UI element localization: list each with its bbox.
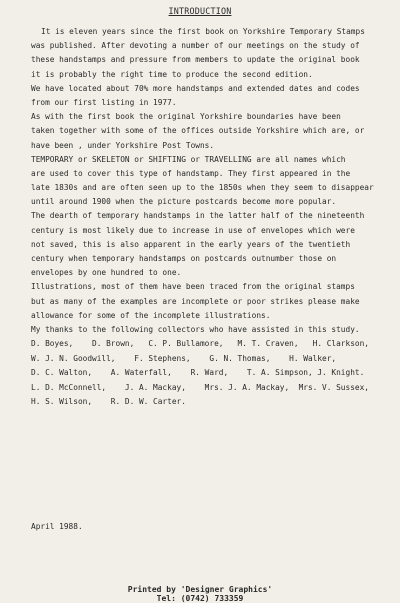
- collector-row: W. J. N. Goodwill, F. Stephens, G. N. Thomas, H. Walker,: [31, 353, 337, 363]
- text-line: are used to cover this type of handstamp. They first appeared in the: [31, 168, 351, 178]
- page-title: INTRODUCTION: [168, 6, 232, 16]
- text-line: allowance for some of the incomplete illustrations.: [31, 310, 271, 320]
- text-line: was published. After devoting a number of our meetings on the study of: [31, 41, 360, 51]
- introduction-body: [31, 25, 393, 410]
- text-line: from our first listing in 1977.: [31, 97, 177, 107]
- collector-row: L. D. McConnell, J. A. Mackay, Mrs. J. A. Mackay, Mrs. V. Sussex,: [31, 382, 369, 392]
- document-date: April 1988.: [31, 522, 83, 531]
- printer-credit: [0, 585, 400, 603]
- text-line: but as many of the examples are incomplete or poor strikes please make: [31, 296, 360, 306]
- text-line: not saved, this is also apparent in the early years of the twentieth: [31, 239, 351, 249]
- text-line: have been , under Yorkshire Post Towns.: [31, 140, 215, 150]
- text-line: Illustrations, most of them have been traced from the original stamps: [31, 282, 355, 292]
- text-line: My thanks to the following collectors who have assisted in this study.: [31, 324, 360, 334]
- text-line: taken together with some of the offices outside Yorkshire which are, or: [31, 126, 365, 136]
- text-line: envelopes by one hundred to one.: [31, 268, 182, 278]
- collector-row: D. C. Walton, A. Waterfall, R. Ward, T. A. Simpson, J. Knight.: [31, 368, 365, 378]
- text-line: TEMPORARY or SKELETON or SHIFTING or TRAVELLING are all names which: [31, 154, 346, 164]
- collector-row: H. S. Wilson, R. D. W. Carter.: [31, 397, 186, 407]
- text-line: it is probably the right time to produce the second edition.: [31, 69, 313, 79]
- introduction-paragraph: [31, 25, 393, 337]
- text-line: We have located about 70% more handstamps and extended dates and codes: [31, 83, 360, 93]
- collector-row: D. Boyes, D. Brown, C. P. Bullamore, M. T. Craven, H. Clarkson,: [31, 339, 369, 349]
- text-line: century when temporary handstamps on postcards outnumber those on: [31, 254, 337, 263]
- text-line: The dearth of temporary handstamps in the latter half of the nineteenth: [31, 211, 365, 221]
- printer-phone-line: Tel: (0742) 733359: [156, 594, 244, 603]
- text-line: As with the first book the original Yorkshire boundaries have been: [31, 112, 341, 122]
- text-line: late 1830s and are often seen up to the 1850s when they seem to disappear: [31, 183, 374, 193]
- text-line: It is eleven years since the first book on Yorkshire Temporary Stamps: [41, 27, 365, 36]
- text-line: these handstamps and pressure from members to update the original book: [31, 55, 360, 65]
- collectors-list: [31, 337, 393, 410]
- text-line: until around 1900 when the picture postcards become more popular.: [31, 197, 337, 207]
- printer-name-line: Printed by 'Designer Graphics': [127, 585, 273, 594]
- text-line: century is most likely due to increase in use of envelopes which were: [31, 225, 355, 235]
